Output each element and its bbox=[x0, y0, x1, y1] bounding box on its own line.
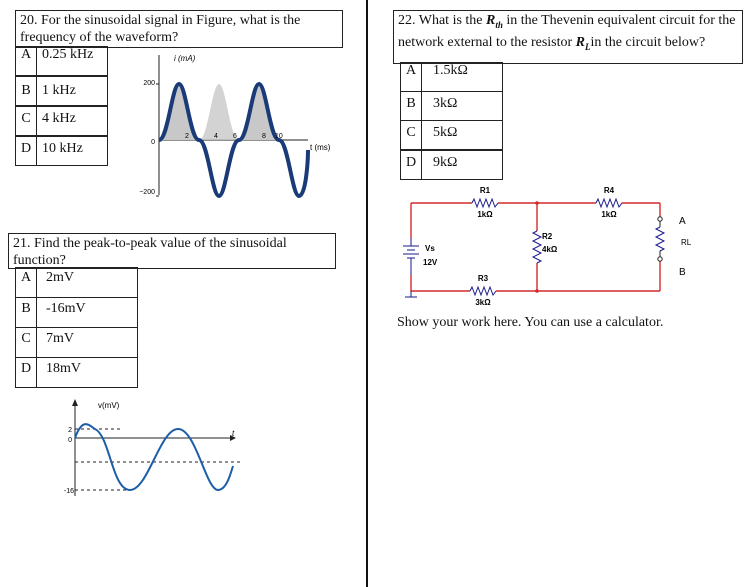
q21-ytick-neg16: -16 bbox=[63, 488, 74, 495]
rl-label: RL bbox=[681, 238, 692, 247]
q22-circuit-diagram bbox=[398, 183, 708, 308]
q21-option-d[interactable] bbox=[15, 357, 138, 388]
q20-xtick-8: 8 bbox=[262, 133, 266, 140]
q21-question-text: 21. Find the peak-to-peak value of the sinusoidal function? bbox=[13, 236, 287, 268]
q20-xlabel: t (ms) bbox=[310, 143, 331, 152]
node-b-label: B bbox=[679, 267, 686, 278]
q22-option-a-value: 1.5kΩ bbox=[433, 63, 468, 78]
q21-question-box bbox=[8, 233, 336, 269]
q21-option-d-letter: D bbox=[16, 358, 37, 387]
q20-waveform-figure bbox=[130, 50, 345, 200]
q22-option-d-letter: D bbox=[401, 151, 422, 179]
q22-option-b-value: 3kΩ bbox=[433, 96, 458, 111]
q21-ytick-2: 2 bbox=[68, 427, 72, 434]
r3-value: 3kΩ bbox=[475, 298, 491, 307]
q20-xtick-6: 6 bbox=[233, 133, 237, 140]
r4-name: R4 bbox=[603, 186, 615, 195]
r1-resistor-symbol bbox=[472, 199, 498, 207]
q22-option-c-value: 5kΩ bbox=[433, 125, 458, 140]
q22-option-d-value: 9kΩ bbox=[433, 155, 458, 170]
q22-rl-symbol: R bbox=[575, 34, 586, 50]
q20-question-text: 20. For the sinusoidal signal in Figure, what is the frequency of the waveform? bbox=[20, 13, 301, 45]
q22-rth-subscript: th bbox=[495, 19, 503, 30]
r4-resistor-symbol bbox=[596, 199, 622, 207]
q21-waveform-figure bbox=[50, 396, 250, 506]
r3-name: R3 bbox=[477, 274, 489, 283]
q22-question-mid: in the Thevenin equivalent circuit for the network external to the resistor bbox=[398, 13, 736, 50]
q20-xtick-10: 10 bbox=[275, 133, 283, 140]
q21-option-b-value: -16mV bbox=[46, 301, 86, 316]
q21-xlabel: t bbox=[232, 429, 235, 438]
ground-symbol bbox=[405, 291, 417, 297]
q20-option-c-value: 4 kHz bbox=[42, 111, 76, 126]
q21-option-b[interactable] bbox=[15, 297, 138, 328]
q20-xtick-4: 4 bbox=[214, 133, 218, 140]
q21-option-c[interactable] bbox=[15, 327, 138, 358]
q20-xtick-2: 2 bbox=[185, 133, 189, 140]
q20-option-d-letter: D bbox=[16, 137, 37, 165]
q20-option-d[interactable] bbox=[15, 136, 108, 166]
rl-resistor-symbol bbox=[656, 227, 664, 251]
q20-option-a-value: 0.25 kHz bbox=[42, 47, 94, 62]
q20-ylabel: i (mA) bbox=[174, 54, 196, 63]
q21-option-b-letter: B bbox=[16, 298, 37, 327]
battery-symbol bbox=[403, 238, 419, 275]
q20-option-b-letter: B bbox=[16, 77, 37, 105]
q22-option-c[interactable] bbox=[400, 120, 503, 150]
q22-option-a[interactable] bbox=[400, 62, 503, 92]
q22-question-box bbox=[393, 10, 743, 64]
r2-name: R2 bbox=[542, 232, 553, 241]
node-a-label: A bbox=[679, 216, 686, 227]
q21-option-c-letter: C bbox=[16, 328, 37, 357]
q21-option-a-letter: A bbox=[16, 268, 37, 297]
q20-option-c-letter: C bbox=[16, 107, 37, 135]
terminal-b bbox=[658, 257, 662, 261]
q21-option-a-value: 2mV bbox=[46, 270, 74, 285]
q22-option-a-letter: A bbox=[401, 63, 422, 91]
q22-option-b-letter: B bbox=[401, 92, 422, 120]
q20-ytick-200: 200 bbox=[143, 80, 155, 87]
r4-value: 1kΩ bbox=[601, 210, 617, 219]
r1-name: R1 bbox=[479, 186, 491, 195]
vs-name: Vs bbox=[425, 244, 435, 253]
q20-option-b-value: 1 kHz bbox=[42, 83, 76, 98]
q22-question-prefix: 22. What is the bbox=[398, 13, 487, 28]
q22-rth-symbol: R bbox=[486, 13, 496, 28]
q21-option-c-value: 7mV bbox=[46, 331, 74, 346]
q20-ytick-0: 0 bbox=[151, 139, 155, 146]
q20-question-box bbox=[15, 10, 343, 48]
q20-option-b[interactable] bbox=[15, 76, 108, 106]
vs-value: 12V bbox=[423, 258, 438, 267]
r1-value: 1kΩ bbox=[477, 210, 493, 219]
q21-option-d-value: 18mV bbox=[46, 361, 81, 376]
column-divider bbox=[366, 0, 368, 587]
q20-option-a[interactable] bbox=[15, 46, 108, 76]
q22-option-b[interactable] bbox=[400, 91, 503, 121]
terminal-a bbox=[658, 217, 662, 221]
q21-ylabel: v(mV) bbox=[98, 401, 120, 410]
q20-ytick-neg200: −200 bbox=[139, 189, 155, 196]
q21-option-a[interactable] bbox=[15, 267, 138, 298]
q22-option-d[interactable] bbox=[400, 150, 503, 180]
q20-option-a-letter: A bbox=[16, 47, 37, 75]
work-instruction: Show your work here. You can use a calculator. bbox=[397, 315, 664, 330]
q22-rl-subscript: L bbox=[585, 41, 591, 52]
r2-resistor-symbol bbox=[533, 231, 541, 263]
q22-question-suffix: in the circuit below? bbox=[590, 34, 706, 50]
q20-option-c[interactable] bbox=[15, 106, 108, 136]
q22-option-c-letter: C bbox=[401, 121, 422, 149]
r2-value: 4kΩ bbox=[542, 245, 558, 254]
q20-option-d-value: 10 kHz bbox=[42, 141, 83, 156]
q21-ytick-0: 0 bbox=[68, 437, 72, 444]
r3-resistor-symbol bbox=[470, 287, 496, 295]
